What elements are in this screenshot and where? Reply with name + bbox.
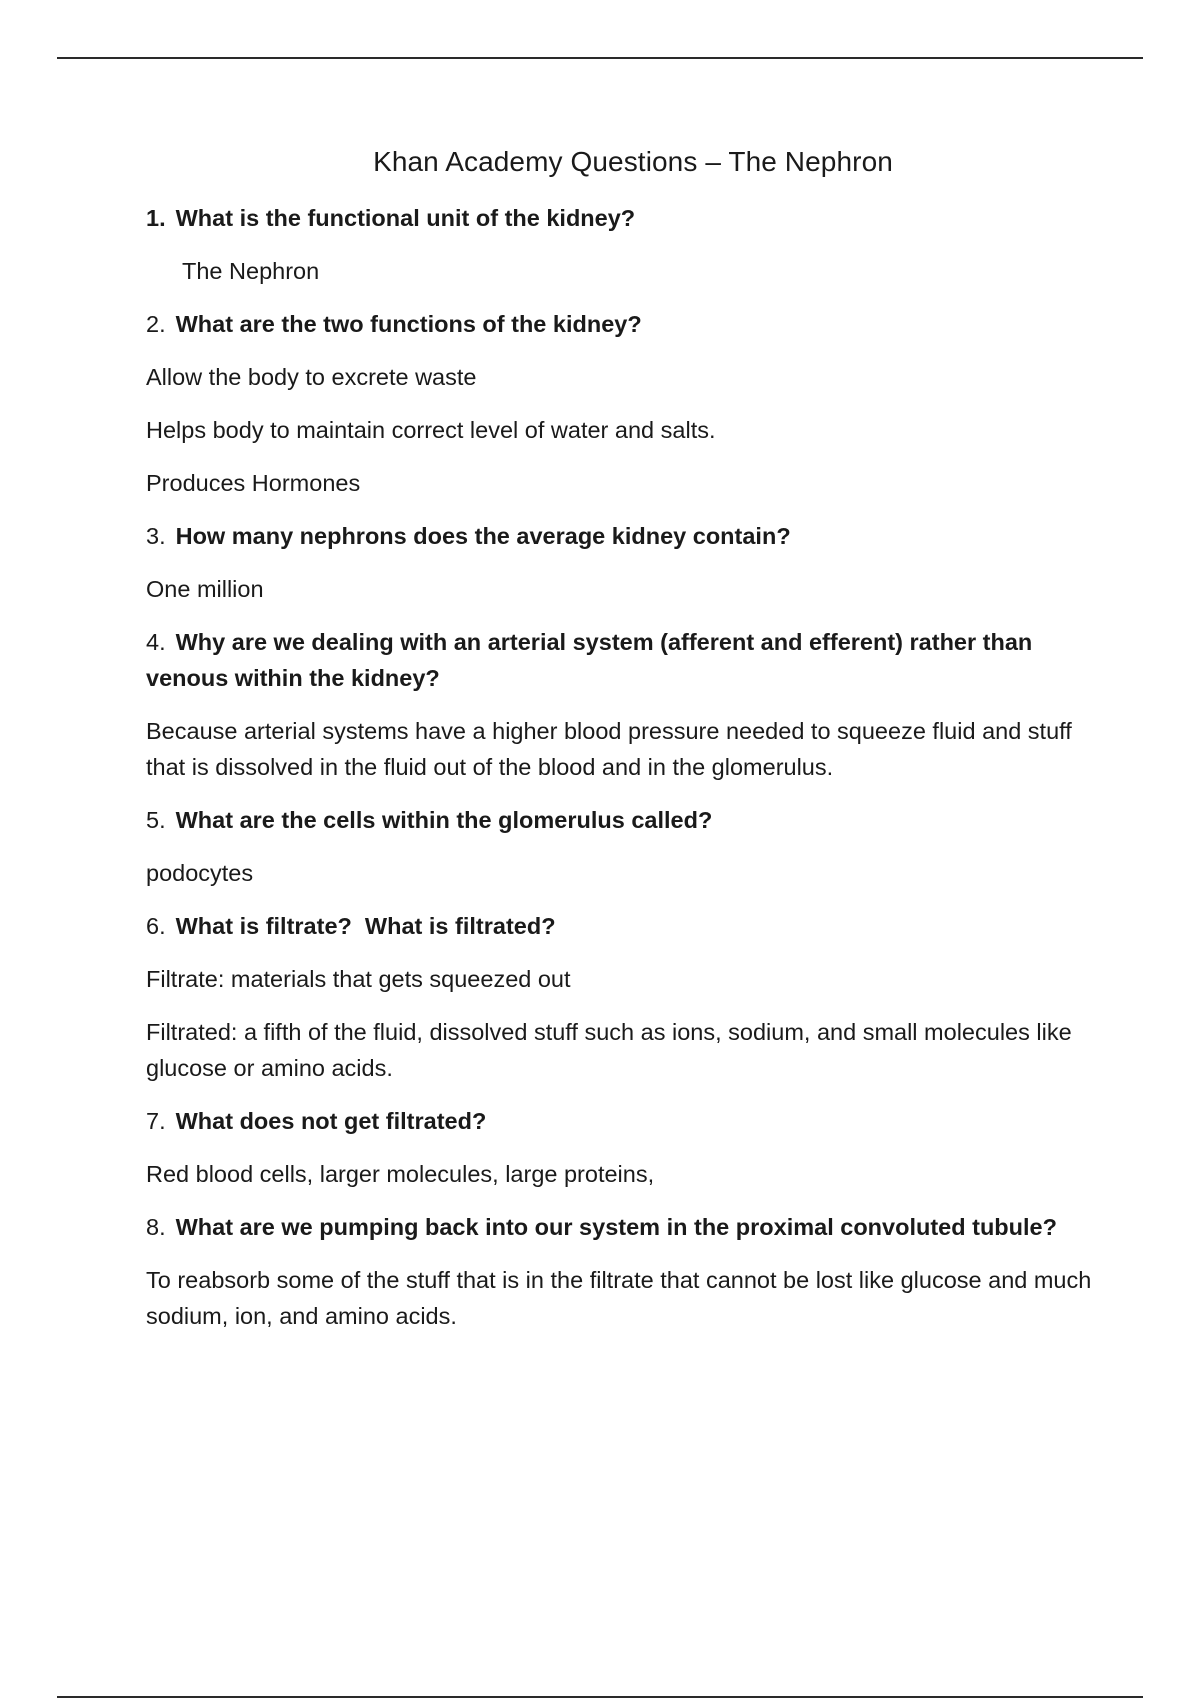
document-body [146,146,1096,1351]
question-text: What is filtrate? What is filtrated? [175,913,556,939]
question-text: What are the cells within the glomerulus called? [175,807,713,833]
question-text: What are the two functions of the kidney? [175,311,642,337]
question-text: What is the functional unit of the kidney? [175,205,636,231]
answer-6-2: Filtrated: a fifth of the fluid, dissolved stuff such as ions, sodium, and small molecules like glucose or amino acids. [146,1019,1072,1081]
question-1 [146,200,1096,236]
answer-2-2: Helps body to maintain correct level of water and salts. [146,417,716,443]
question-number: 4. [146,629,166,655]
question-number: 2. [146,311,166,337]
answer-5-1: podocytes [146,860,254,886]
question-5 [146,802,1096,838]
question-number: 5. [146,807,166,833]
answer-8-1: To reabsorb some of the stuff that is in the filtrate that cannot be lost like glucose and much sodium, ion, and amino acids. [146,1267,1092,1329]
question-text: What are we pumping back into our system in the proximal convoluted tubule? [175,1214,1057,1240]
question-text: How many nephrons does the average kidney contain? [175,523,791,549]
question-2 [146,306,1096,342]
page-top-rule [57,57,1143,59]
page-bottom-rule [57,1696,1143,1698]
question-8 [146,1209,1096,1245]
answer-7-1: Red blood cells, larger molecules, large proteins, [146,1161,655,1187]
answer-4-1: Because arterial systems have a higher blood pressure needed to squeeze fluid and stuff that is dissolved in the fluid out of the blood and in the glomerulus. [146,718,1072,780]
page-title: Khan Academy Questions – The Nephron [373,146,893,177]
answer-2-3: Produces Hormones [146,470,361,496]
question-number: 8. [146,1214,166,1240]
answer-6-1: Filtrate: materials that gets squeezed out [146,966,571,992]
answer-1-1: The Nephron [182,258,320,284]
question-6 [146,908,1096,944]
answer-2-1: Allow the body to excrete waste [146,364,477,390]
question-number: 3. [146,523,166,549]
question-number: 7. [146,1108,166,1134]
question-number: 6. [146,913,166,939]
question-4 [146,624,1096,696]
question-7 [146,1103,1096,1139]
question-number: 1. [146,205,166,231]
question-text: Why are we dealing with an arterial system (afferent and efferent) rather than venous within the kidney? [146,629,1033,691]
question-text: What does not get filtrated? [175,1108,487,1134]
question-3 [146,518,1096,554]
answer-3-1: One million [146,576,264,602]
